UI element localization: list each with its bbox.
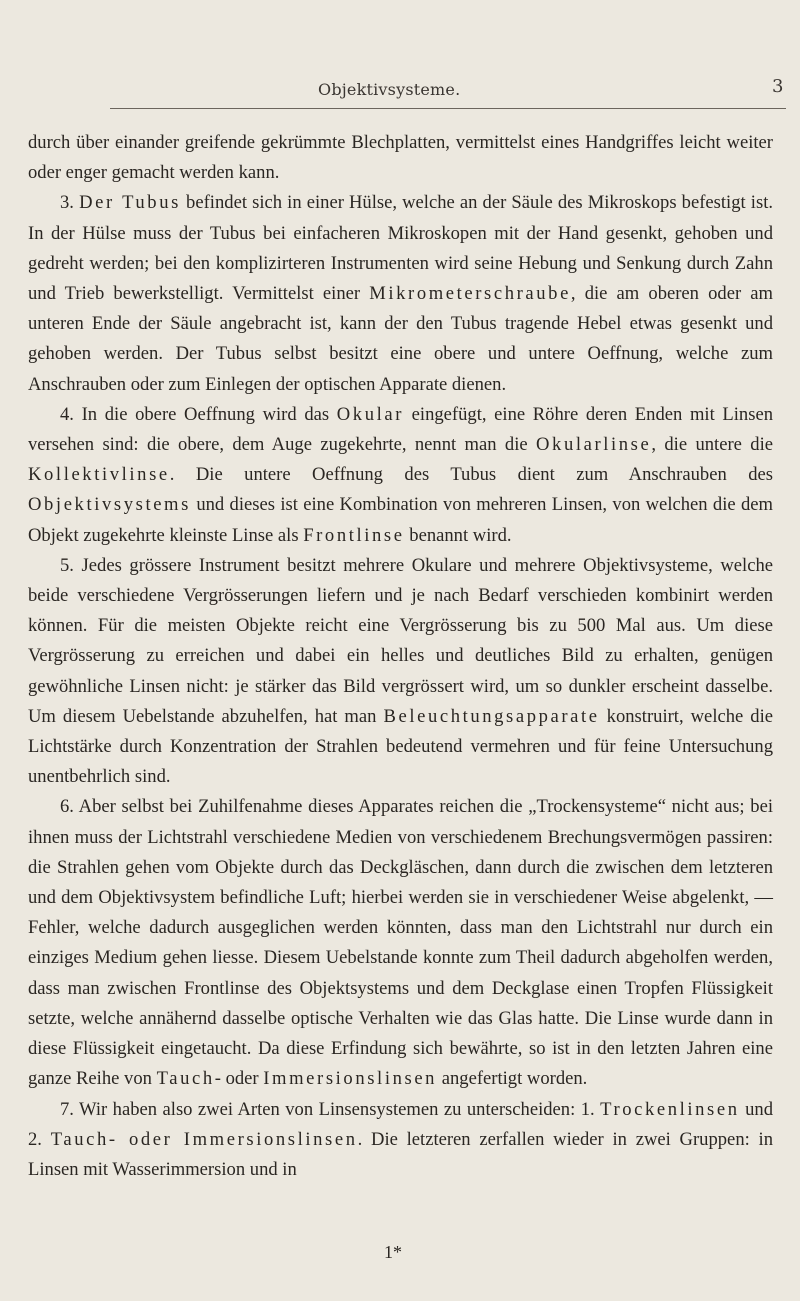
spaced-term: Okularlinse [536, 434, 652, 456]
text-run: , die untere die [651, 434, 773, 456]
text-run: benannt wird. [404, 524, 512, 546]
spaced-term: Immersionslinsen [263, 1068, 438, 1090]
spaced-term: Der Tubus [79, 192, 181, 214]
running-header: Objektivsysteme. [318, 80, 461, 99]
paragraph [28, 128, 773, 188]
text-run: und dieses ist eine Kombination von mehreren Linsen, von welchen die dem Objekt zugekehrte kleinste Linse als [28, 494, 773, 546]
text-run: . Die letzteren zerfallen wieder in zwei Gruppen: in Linsen mit Wasserimmersion und in [28, 1128, 773, 1180]
spaced-term: Beleuchtungsapparate [383, 705, 600, 727]
spaced-term: Tauch [156, 1068, 215, 1090]
text-run: konstruirt, welche die Lichtstärke durch Konzentration der Strahlen bedeutend vermehren und für feine Untersuchung unentbehrlich sind. [28, 705, 774, 788]
spaced-term: Frontlinse [303, 524, 405, 546]
text-run: eingefügt, eine Röhre deren Enden mit Linsen versehen sind: die obere, dem Auge zugekehrte, nennt man die [28, 403, 773, 456]
signature-mark: 1* [384, 1242, 402, 1262]
page-number: 3 [772, 76, 784, 97]
header-rule [110, 108, 786, 109]
body-text [28, 128, 773, 1185]
spaced-term: Tauch- oder Immersionslinsen [50, 1128, 358, 1150]
text-run: - oder [214, 1068, 264, 1090]
paragraph [28, 400, 773, 551]
paragraph [28, 1095, 773, 1186]
text-run: 7. Wir haben also zwei Arten von Linsensystemen zu unterscheiden: 1. [60, 1098, 601, 1120]
text-run: 6. Aber selbst bei Zuhilfenahme dieses Apparates reichen die „Trockensysteme“ nicht aus; bei ihnen muss der Lichtstrahl verschiedene Medien von verschiedenem Brechungsvermögen passiren: die Strahlen gehen vom Objekte durch das Deckgläschen, dann durch die zwischen dem letzteren und dem Objektivsystem befindliche Luft; hierbei werden sie in verschiedener Weise abgelenkt, — Fehler, welche dadurch ausgeglichen werden könnten, dass man den Lichtstrahl nur durch ein einziges Medium gehen liesse. Diesem Uebelstande konnte zum Theil dadurch abgeholfen werden, dass man zwischen Frontlinse des Objektsystems und dem Deckglase einen Tropfen Flüssigkeit setzte, welche annähernd dasselbe optische Verhalten wie das Glas hatte. Die Linse wurde dann in diese Flüssigkeit eingetaucht. Da diese Erfindung sich bewährte, so ist in den letzten Jahren eine ganze Reihe von [28, 796, 773, 1090]
spaced-term: Okular [336, 403, 404, 425]
text-run: 5. Jedes grössere Instrument besitzt mehrere Okulare und mehrere Objektivsysteme, welche beide verschiedene Vergrösserungen liefern und je nach Bedarf verschieden kombinirt werden können. Für die meisten Objekte reicht eine Vergrösserung bis zu 500 Mal aus. Um diese Vergrösserung zu erreichen und dabei ein helles und deutliches Bild zu erhalten, genügen gewöhnliche Linsen nicht: je stärker das Bild vergrössert wird, um so dunkler erscheint dasselbe. Um diesem Uebelstande abzuhelfen, hat man [28, 554, 773, 727]
text-run: befindet sich in einer Hülse, welche an der Säule des Mikroskops befestigt ist. In der Hülse muss der Tubus bei einfacheren Mikroskopen mit der Hand gesenkt, gehoben und gedreht werden; bei den komplizirteren Instrumenten wird seine Hebung und Senkung durch Zahn und Trieb bewerkstelligt. Vermittelst einer [28, 192, 774, 305]
text-run: angefertigt worden. [437, 1068, 588, 1090]
text-run: . Die untere Oeffnung des Tubus dient zum Anschrauben des [169, 464, 773, 486]
paragraph [28, 792, 773, 1094]
text-run: 4. In die obere Oeffnung wird das [60, 403, 337, 425]
paragraph [28, 551, 773, 793]
spaced-term: Mikrometerschraube [369, 283, 571, 305]
text-run: , die am oberen oder am unteren Ende der Säule angebracht ist, kann der den Tubus tragende Hebel etwas gesenkt und gehoben werden. Der Tubus selbst besitzt eine obere und untere Oeffnung, welche zum Anschrauben oder zum Einlegen der optischen Apparate dienen. [28, 283, 773, 395]
text-run: und 2. [28, 1098, 773, 1150]
spaced-term: Kollektivlinse [28, 464, 170, 486]
spaced-term: Trockenlinsen [600, 1098, 740, 1120]
paragraph [28, 188, 773, 399]
spaced-term: Objektivsystems [28, 494, 191, 516]
text-run: durch über einander greifende gekrümmte Blechplatten, vermittelst eines Handgriffes leicht weiter oder enger gemacht werden kann. [28, 132, 773, 184]
text-run: 3. [60, 192, 80, 214]
